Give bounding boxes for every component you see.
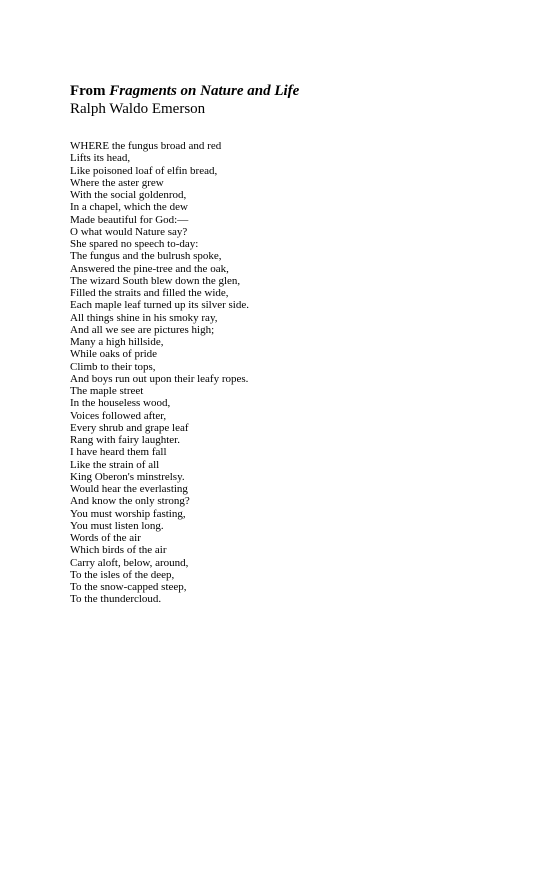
- poem-line: Climb to their tops,: [70, 360, 156, 373]
- poem-line: All things shine in his smoky ray,: [70, 311, 218, 324]
- poem-line: Lifts its head,: [70, 152, 131, 165]
- poem-line: I have heard them fall: [70, 446, 167, 459]
- poem-body: [70, 140, 510, 606]
- poem-line: With the social goldenrod,: [70, 189, 187, 201]
- poem-line: To the thundercloud.: [70, 593, 162, 606]
- poem-title: [70, 82, 510, 100]
- poem-line: In a chapel, which the dew: [70, 201, 188, 214]
- work-title: Fragments on Nature and Life: [109, 83, 300, 99]
- document-page: [70, 82, 510, 606]
- poem-line: You must worship fasting,: [70, 507, 186, 520]
- poem-line: WHERE the fungus broad and red: [70, 140, 222, 152]
- poem-line: King Oberon's minstrelsy.: [70, 470, 185, 483]
- poem-line: Every shrub and grape leaf: [70, 421, 189, 434]
- poem-line: Like the strain of all: [70, 458, 160, 471]
- poem-line: While oaks of pride: [70, 348, 158, 361]
- poem-line: Many a high hillside,: [70, 336, 164, 348]
- poem-line: Which birds of the air: [70, 544, 167, 557]
- author-name: Ralph Waldo Emerson: [70, 101, 206, 117]
- poem-line: Words of the air: [70, 532, 141, 544]
- poem-line: In the houseless wood,: [70, 397, 171, 410]
- poem-line: Rang with fairy laughter.: [70, 434, 180, 446]
- poem-line: Filled the straits and filled the wide,: [70, 287, 229, 299]
- poem-line: You must listen long.: [70, 519, 164, 532]
- poem-line: Each maple leaf turned up its silver side.: [70, 299, 249, 312]
- poem-line: Voices followed after,: [70, 409, 167, 422]
- poem-line: And boys run out upon their leafy ropes.: [70, 372, 249, 385]
- poem-line: To the isles of the deep,: [70, 568, 175, 581]
- poem-line: The wizard South blew down the glen,: [70, 274, 241, 287]
- poem-line: Would hear the everlasting: [70, 483, 188, 495]
- poem-line: The maple street: [70, 385, 144, 397]
- poem-line: The fungus and the bulrush spoke,: [70, 250, 222, 263]
- poem-line: Like poisoned loaf of elfin bread,: [70, 164, 218, 177]
- poem-line: O what would Nature say?: [70, 225, 188, 238]
- poem-line: Carry aloft, below, around,: [70, 556, 189, 569]
- poem-line: And all we see are pictures high;: [70, 323, 215, 336]
- poem-line: She spared no speech to-day:: [70, 238, 199, 250]
- poem-line: To the snow-capped steep,: [70, 581, 187, 593]
- poem-line: Made beautiful for God:—: [70, 213, 189, 226]
- poem-line: Where the aster grew: [70, 176, 164, 189]
- title-prefix: From: [70, 83, 106, 99]
- poem-line: And know the only strong?: [70, 495, 190, 508]
- poem-line: Answered the pine-tree and the oak,: [70, 262, 229, 275]
